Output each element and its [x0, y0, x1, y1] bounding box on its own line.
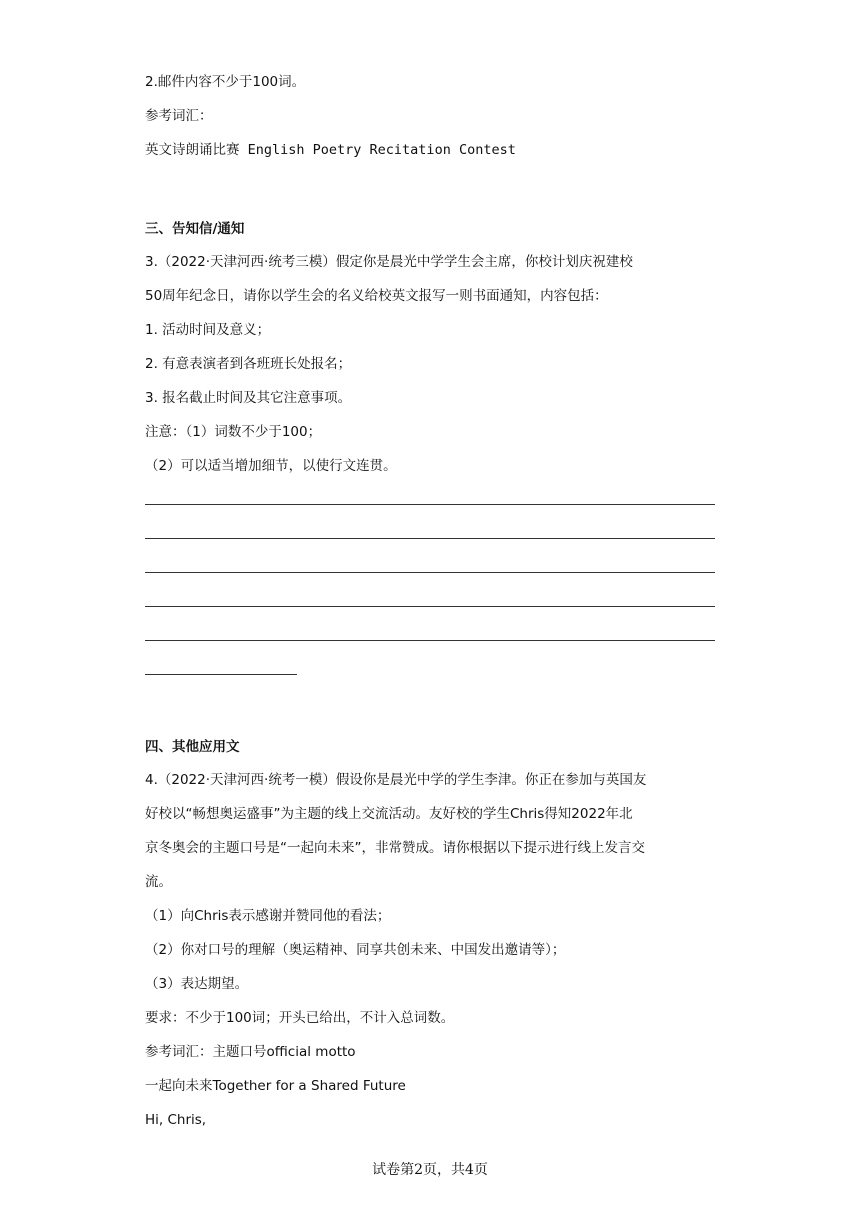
answer-line	[145, 572, 715, 573]
question-3-note-2: （2）可以适当增加细节，以使行文连贯。	[145, 458, 397, 474]
question-4-vocab-2: 一起向未来Together for a Shared Future	[145, 1078, 406, 1094]
answer-line	[145, 538, 715, 539]
question-3-note-1: 注意：（1）词数不少于100；	[145, 424, 322, 440]
letter-greeting: Hi, Chris,	[145, 1112, 207, 1128]
answer-line	[145, 606, 715, 607]
vocab-line-1: 英文诗朗诵比赛 English Poetry Recitation Contest	[145, 142, 516, 158]
question-4-line-3: 京冬奥会的主题口号是“一起向未来”，非常赞成。请你根据以下提示进行线上发言交	[145, 840, 645, 856]
vocab-label: 参考词汇：	[145, 108, 213, 124]
question-3-item-2: 2. 有意表演者到各班班长处报名；	[145, 356, 352, 372]
question-3-item-3: 3. 报名截止时间及其它注意事项。	[145, 390, 352, 406]
question-4-line-1: 4.（2022·天津河西·统考一模）假设你是晨光中学的学生李津。你正在参加与英国友	[145, 772, 647, 788]
page-footer: 试卷第2页，共4页	[372, 1162, 488, 1178]
question-4-item-2: （2）你对口号的理解（奥运精神、同享共创未来、中国发出邀请等）；	[145, 942, 566, 958]
answer-line	[145, 640, 715, 641]
section-3-heading: 三、告知信/通知	[145, 221, 245, 237]
question-4-item-3: （3）表达期望。	[145, 976, 249, 992]
section-4-heading: 四、其他应用文	[145, 739, 240, 755]
question-4-vocab-1: 参考词汇：主题口号official motto	[145, 1044, 356, 1060]
question-4-line-2: 好校以“畅想奥运盛事”为主题的线上交流活动。友好校的学生Chris得知2022年北	[145, 806, 633, 822]
question-3-line-1: 3.（2022·天津河西·统考三模）假定你是晨光中学学生会主席，你校计划庆祝建校	[145, 254, 633, 270]
question-4-line-4: 流。	[145, 874, 172, 890]
question-3-item-1: 1. 活动时间及意义；	[145, 322, 271, 338]
requirement-2: 2.邮件内容不少于100词。	[145, 74, 306, 90]
question-3-line-2: 50周年纪念日，请你以学生会的名义给校英文报写一则书面通知，内容包括：	[145, 288, 608, 304]
question-4-item-1: （1）向Chris表示感谢并赞同他的看法；	[145, 908, 391, 924]
question-4-requirement: 要求：不少于100词；开头已给出，不计入总词数。	[145, 1010, 455, 1026]
answer-line	[145, 504, 715, 505]
answer-line-short	[145, 674, 297, 675]
